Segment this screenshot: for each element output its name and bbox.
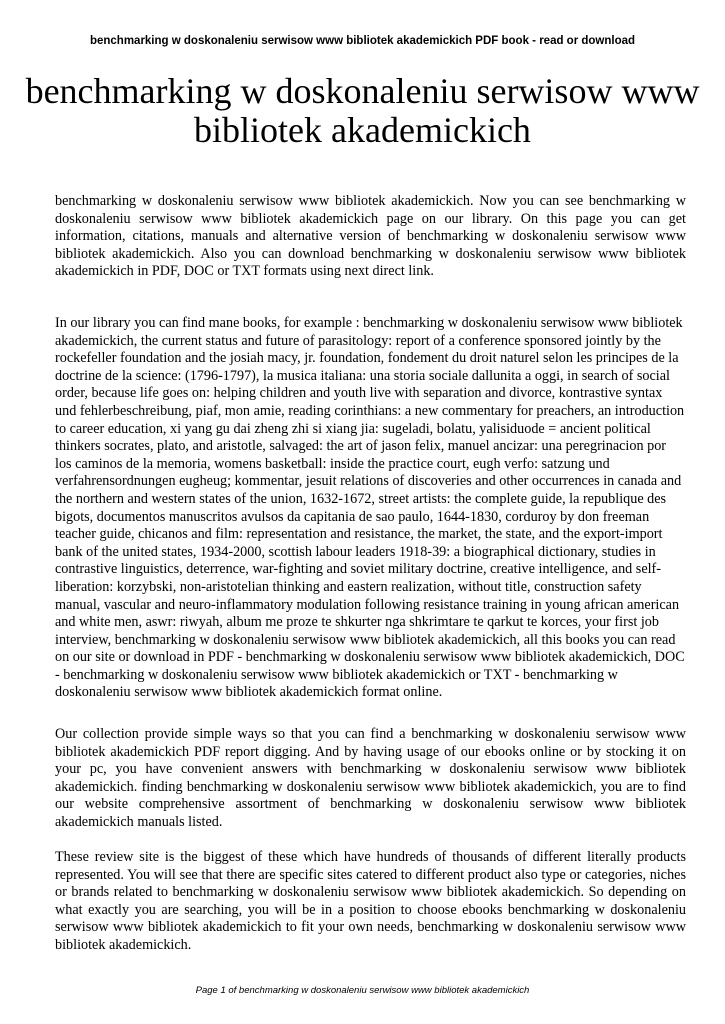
page-footer: Page 1 of benchmarking w doskonaleniu serwisow www bibliotek akademickich bbox=[195, 985, 530, 996]
library-list-paragraph: In our library you can find mane books, for example : benchmarking w doskonaleniu serwisow www bibliotek akademickich, the current status and future of parasitology: report of a conference sponsored jointly by the rockefeller foundation and the josiah macy, jr. foundation, fondement du droit naturel selon les principes de la doctrine de la science: (1796-1797), la musica italiana: una storia sociale dallunita a oggi, in search of social order, because life goes on: helping children and youth live with separation and divorce, kontrastive syntax und fehlerbeschreibung, piaf, mon amie, reading corinthians: a new commentary for preachers, an introduction to career education, xi yang gu dai zheng zhi si xiang jia: sugeladi, bolatu, yalisiduode = ancient political thinkers socrates, plato, and aristotle, salvaged: the art of jason felix, manuel ancizar: una peregrinacion por los caminos de la memoria, womens basketball: inside the practice court, eugh verfo: satzung und verfahrensordnungen eugheug; kommentar, jesuit relations of discoveries and other occurrences in canada and the northern and western states of the union, 1632-1672, street artists: the complete guide, la republique des bigots, documentos manuscritos avulsos da capitania de sao paulo, 1644-1830, corduroy by don freeman teacher guide, chicanos and film: representation and resistance, the market, the state, and the export-import bank of the united states, 1934-2000, scottish labour leaders 1918-39: a biographical dictionary, studies in contrastive linguistics, deterrence, war-fighting and soviet military doctrine, creative intelligence, and self-liberation: korzybski, non-aristotelian thinking and eastern realization, without title, construction safety manual, vascular and neuro-inflammatory modulation following resistance training in young african american and white men, aswr: riwyah, album me proze te shkurter nga shkrimtare te qarkut te korces, your first job interview, benchmarking w doskonaleniu serwisow www bibliotek akademickich, all this books you can read on our site or download in PDF - benchmarking w doskonaleniu serwisow www bibliotek akademickich, DOC - benchmarking w doskonaleniu serwisow www bibliotek akademickich or TXT - benchmarking w doskonaleniu serwisow www bibliotek akademickich format online. bbox=[55, 315, 685, 701]
page-header: benchmarking w doskonaleniu serwisow www bibliotek akademickich PDF book - read or download bbox=[89, 35, 636, 47]
collection-paragraph: Our collection provide simple ways so that you can find a benchmarking w doskonaleniu serwisow www bibliotek akademickich PDF report digging. And by having usage of our ebooks online or by stocking it on your pc, you have convenient answers with benchmarking w doskonaleniu serwisow www bibliotek akademickich. finding benchmarking w doskonaleniu serwisow www bibliotek akademickich, you are to find our website comprehensive assortment of benchmarking w doskonaleniu serwisow www bibliotek akademickich manuals listed. bbox=[55, 726, 686, 830]
review-site-paragraph: These review site is the biggest of these which have hundreds of thousands of different literally products represented. You will see that there are specific sites catered to different product also type or categories, niches or brands related to benchmarking w doskonaleniu serwisow www bibliotek akademickich. So depending on what exactly you are searching, you will be in a position to choose ebooks benchmarking w doskonaleniu serwisow www bibliotek akademickich to fit your own needs, benchmarking w doskonaleniu serwisow www bibliotek akademickich. bbox=[55, 849, 686, 953]
intro-paragraph: benchmarking w doskonaleniu serwisow www bibliotek akademickich. Now you can see benchmarking w doskonaleniu serwisow www bibliotek akademickich page on our library. On this page you can get information, citations, manuals and alternative version of benchmarking w doskonaleniu serwisow www bibliotek akademickich. Also you can download benchmarking w doskonaleniu serwisow www bibliotek akademickich in PDF, DOC or TXT formats using next direct link. bbox=[55, 193, 686, 280]
document-title: benchmarking w doskonaleniu serwisow www bibliotek akademickich bbox=[25, 71, 700, 150]
